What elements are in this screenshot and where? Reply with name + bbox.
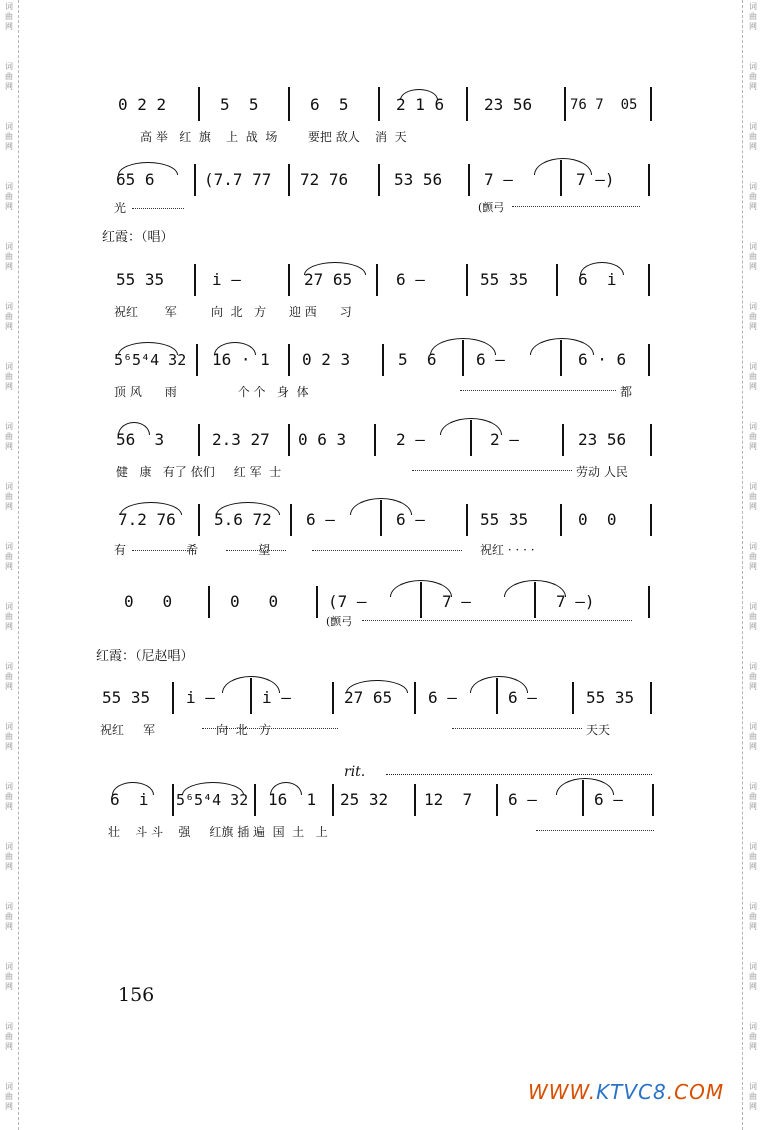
note-group: 55 35 (116, 270, 165, 289)
watermark-text: 词 曲 网 (5, 182, 13, 211)
note-group: i — (212, 270, 241, 289)
lyrics-row (0, 464, 760, 484)
note-group: 0 2 2 (118, 95, 167, 114)
watermark-text: 词 曲 网 (749, 842, 757, 871)
watermark-text: 词 曲 网 (749, 122, 757, 151)
ritardando-line (386, 774, 652, 775)
watermark-text: 词 曲 网 (749, 482, 757, 511)
watermark-text: 词 曲 网 (5, 302, 13, 331)
lyrics-row (0, 614, 760, 634)
note-group: 6 5 (310, 95, 349, 114)
lyric-text: 祝红 军 向 北 方 迎 西 习 (114, 305, 352, 319)
melisma-line (132, 202, 184, 209)
note-group: 53 56 (394, 170, 443, 189)
note-group: 6 — (396, 270, 425, 289)
bar-line (582, 780, 584, 816)
notes-row (0, 430, 760, 460)
note-group: 7 — (442, 592, 471, 611)
watermark-text: 词 曲 网 (5, 962, 13, 991)
bar-line (468, 164, 470, 196)
note-group: 76 7 05 (570, 97, 638, 113)
note-group: 6 — (508, 688, 537, 707)
note-group: 6 — (594, 790, 623, 809)
bar-line (198, 504, 200, 536)
watermark-text: 词 曲 网 (749, 542, 757, 571)
note-group: 7.2 76 (118, 510, 176, 529)
lyrics-row (0, 384, 760, 404)
note-group: 55 35 (586, 688, 635, 707)
note-group: 6 i (578, 270, 617, 289)
watermark-text: 词 曲 网 (5, 722, 13, 751)
note-group: 2 — (490, 430, 519, 449)
tremolo-label: (颤弓 (478, 201, 505, 214)
ritardando-mark: rit. (344, 764, 366, 780)
site-logo[interactable] (528, 1080, 724, 1104)
note-group: 6 — (508, 790, 537, 809)
bar-line (332, 682, 334, 714)
bar-line (380, 500, 382, 536)
watermark-text: 词 曲 网 (5, 1082, 13, 1111)
lyric-text: 壮 斗 斗 强 红旗 插 遍 国 土 上 (108, 825, 328, 839)
notes-row (0, 350, 760, 380)
note-group: (7.7 77 (204, 170, 272, 189)
bar-line (648, 344, 650, 376)
note-group: i — (186, 688, 215, 707)
note-group: 5.6 72 (214, 510, 272, 529)
lyrics-row (0, 200, 760, 220)
bar-line (652, 784, 654, 816)
watermark-text: 词 曲 网 (5, 122, 13, 151)
watermark-text: 词 曲 网 (749, 302, 757, 331)
watermark-text: 词 曲 网 (749, 962, 757, 991)
bar-line (288, 424, 290, 456)
note-group: 55 35 (480, 270, 529, 289)
watermark-text: 词 曲 网 (5, 422, 13, 451)
melisma-line (536, 824, 654, 831)
bar-line (420, 582, 422, 618)
note-group: 0 0 (578, 510, 617, 529)
bar-line (414, 682, 416, 714)
watermark-text: 词 曲 网 (749, 722, 757, 751)
lyric-text: 有 希 望 (114, 543, 273, 557)
note-group: 5⁶5⁴4 32 (176, 791, 249, 809)
watermark-text: 词 曲 网 (749, 902, 757, 931)
bar-line (496, 784, 498, 816)
watermark-text: 词 曲 网 (749, 182, 757, 211)
note-group: 7 —) (556, 592, 595, 611)
bar-line (288, 87, 290, 121)
lyrics-row (0, 824, 760, 844)
bar-line (648, 164, 650, 196)
watermark-text: 词 曲 网 (5, 662, 13, 691)
watermark-text: 词 曲 网 (749, 602, 757, 631)
lyric-text: 天天 (586, 723, 611, 737)
note-group: 23 56 (578, 430, 627, 449)
watermark-text: 词 曲 网 (749, 1082, 757, 1111)
note-group: 6 · 6 (578, 350, 627, 369)
note-group: 12 7 (424, 790, 473, 809)
bar-line (466, 87, 468, 121)
bar-line (254, 784, 256, 816)
bar-line (378, 87, 380, 121)
bar-line (288, 164, 290, 196)
watermark-text: 词 曲 网 (749, 242, 757, 271)
bar-line (650, 682, 652, 714)
notes-row (0, 95, 760, 125)
site-logo-suffix: .COM (666, 1080, 725, 1104)
bar-line (194, 264, 196, 296)
watermark-text: 词 曲 网 (5, 2, 13, 31)
melisma-line (460, 384, 616, 391)
bar-line (332, 784, 334, 816)
note-group: 5⁶5⁴4 32 (114, 351, 187, 369)
note-group: 6 — (476, 350, 505, 369)
note-group: 55 35 (480, 510, 529, 529)
lyrics-row (0, 722, 760, 742)
bar-line (194, 164, 196, 196)
note-group: 55 35 (102, 688, 151, 707)
melisma-line (226, 544, 286, 551)
watermark-text: 词 曲 网 (749, 362, 757, 391)
bar-line (560, 504, 562, 536)
melisma-line (412, 464, 572, 471)
site-logo-brand: KTVC8 (596, 1080, 667, 1104)
watermark-text: 词 曲 网 (5, 842, 13, 871)
melisma-line (312, 544, 462, 551)
note-group: 2 1 6 (396, 95, 445, 114)
lyric-text: 健 康 有了 依们 红 军 士 (116, 465, 282, 479)
bar-line (572, 682, 574, 714)
bar-line (560, 340, 562, 376)
page-number: 156 (118, 984, 155, 1006)
bar-line (462, 340, 464, 376)
note-group: 6 — (306, 510, 335, 529)
bar-line (374, 424, 376, 456)
melisma-line (512, 200, 640, 207)
lyrics-row (0, 304, 760, 324)
note-group: 23 56 (484, 95, 533, 114)
notes-row (0, 270, 760, 300)
note-group: 6 — (396, 510, 425, 529)
notes-row (0, 790, 760, 820)
bar-line (496, 678, 498, 714)
bar-line (172, 682, 174, 714)
watermark-text: 词 曲 网 (5, 782, 13, 811)
bar-line (414, 784, 416, 816)
bar-line (560, 160, 562, 196)
bar-line (650, 424, 652, 456)
site-logo-prefix: WWW. (528, 1080, 597, 1104)
note-group: 16 1 (268, 790, 317, 809)
lyric-text: 祝红 军 向 北 方 (100, 723, 272, 737)
note-group: 7 — (484, 170, 513, 189)
bar-line (378, 164, 380, 196)
bar-line (650, 87, 652, 121)
note-group: 16 · 1 (212, 350, 270, 369)
lyric-text: 高 举 红 旗 上 战 场 要把 敌人 消 天 (140, 130, 407, 144)
note-group: i — (262, 688, 291, 707)
watermark-text: 词 曲 网 (5, 542, 13, 571)
melisma-line (362, 614, 632, 621)
note-group: 0 6 3 (298, 430, 347, 449)
watermark-text: 词 曲 网 (5, 902, 13, 931)
watermark-text: 词 曲 网 (749, 1022, 757, 1051)
bar-line (172, 784, 174, 816)
lyric-text: 劳动 人民 (576, 465, 628, 479)
melisma-line (202, 722, 338, 729)
bar-line (466, 504, 468, 536)
note-group: 7 —) (576, 170, 615, 189)
note-group: 72 76 (300, 170, 349, 189)
bar-line (564, 87, 566, 121)
notes-row (0, 688, 760, 718)
bar-line (470, 420, 472, 456)
bar-line (196, 344, 198, 376)
watermark-text: 词 曲 网 (749, 2, 757, 31)
watermark-text: 词 曲 网 (5, 1022, 13, 1051)
tremolo-label: (颤弓 (326, 615, 353, 628)
note-group: 6 i (110, 790, 149, 809)
watermark-text: 词 曲 网 (5, 482, 13, 511)
bar-line (290, 504, 292, 536)
note-group: 27 65 (304, 270, 353, 289)
bar-line (648, 264, 650, 296)
note-group: 5 5 (220, 95, 259, 114)
lyrics-row (0, 542, 760, 562)
watermark-text: 词 曲 网 (5, 602, 13, 631)
watermark-text: 词 曲 网 (5, 242, 13, 271)
note-group: 56 3 (116, 430, 165, 449)
section-label: 红霞：（唱） (102, 230, 174, 245)
note-group: 65 6 (116, 170, 155, 189)
note-group: 2.3 27 (212, 430, 270, 449)
bar-line (250, 678, 252, 714)
watermark-text: 词 曲 网 (5, 62, 13, 91)
note-group: 0 2 3 (302, 350, 351, 369)
lyric-text: 光 (114, 201, 127, 215)
watermark-text: 词 曲 网 (5, 362, 13, 391)
note-group: 6 — (428, 688, 457, 707)
lyrics-row (0, 129, 760, 149)
note-group: 0 0 (230, 592, 279, 611)
watermark-text: 词 曲 网 (749, 422, 757, 451)
bar-line (534, 582, 536, 618)
bar-line (198, 87, 200, 121)
bar-line (376, 264, 378, 296)
lyric-text: 都 (620, 385, 633, 399)
bar-line (556, 264, 558, 296)
bar-line (562, 424, 564, 456)
watermark-text: 词 曲 网 (749, 782, 757, 811)
watermark-text: 词 曲 网 (749, 62, 757, 91)
section-label: 红霞：（尼赵唱） (96, 649, 194, 664)
notes-row (0, 510, 760, 540)
bar-line (466, 264, 468, 296)
melisma-line (132, 544, 196, 551)
lyric-text: 顶 风 雨 个 个 身 体 (114, 385, 309, 399)
melisma-line (452, 722, 582, 729)
note-group: (7 — (328, 592, 367, 611)
note-group: 25 32 (340, 790, 389, 809)
bar-line (288, 264, 290, 296)
bar-line (382, 344, 384, 376)
watermark-text: 词 曲 网 (749, 662, 757, 691)
note-group: 27 65 (344, 688, 393, 707)
note-group: 0 0 (124, 592, 173, 611)
bar-line (288, 344, 290, 376)
bar-line (650, 504, 652, 536)
bar-line (198, 424, 200, 456)
lyric-text: 祝红 · · · · (480, 543, 535, 557)
note-group: 5 6 (398, 350, 437, 369)
notes-row (0, 170, 760, 200)
note-group: 2 — (396, 430, 425, 449)
